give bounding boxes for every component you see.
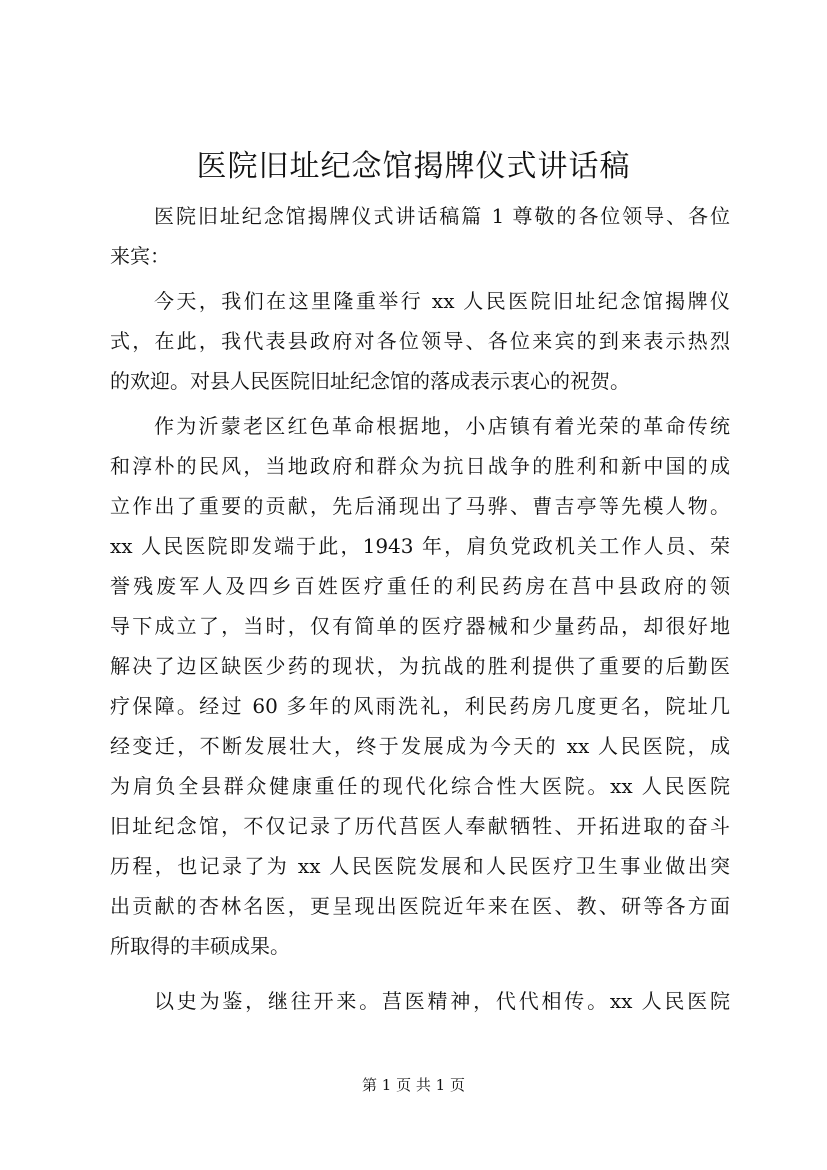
paragraph-line: 导下成立了，当时，仅有简单的医疗器械和少量药品，却很好地	[110, 614, 730, 638]
paragraph-line: 解决了边区缺医少药的现状，为抗战的胜利提供了重要的后勤医	[110, 654, 730, 678]
paragraph-line: 历程，也记录了为 xx 人民医院发展和人民医疗卫生事业做出突	[110, 854, 730, 878]
paragraph-line: 医院旧址纪念馆揭牌仪式讲话稿篇 1 尊敬的各位领导、各位	[154, 204, 730, 228]
paragraph-line: 来宾：	[110, 244, 170, 268]
paragraph-line: 今天，我们在这里隆重举行 xx 人民医院旧址纪念馆揭牌仪	[154, 289, 730, 313]
paragraph-line: 作为沂蒙老区红色革命根据地，小店镇有着光荣的革命传统	[154, 414, 730, 438]
paragraph-line: 立作出了重要的贡献，先后涌现出了马骅、曹吉亭等先模人物。	[110, 494, 730, 518]
paragraph-line: 经变迁，不断发展壮大，终于发展成为今天的 xx 人民医院，成	[110, 734, 730, 758]
paragraph-line: 的欢迎。对县人民医院旧址纪念馆的落成表示衷心的祝贺。	[110, 369, 630, 393]
paragraph-line: 和淳朴的民风，当地政府和群众为抗日战争的胜利和新中国的成	[110, 454, 730, 478]
paragraph-line: 出贡献的杏林名医，更呈现出医院近年来在医、教、研等各方面	[110, 894, 730, 918]
document-title: 医院旧址纪念馆揭牌仪式讲话稿	[196, 149, 631, 184]
paragraph-line: 所取得的丰硕成果。	[110, 934, 290, 958]
paragraph-line: 式，在此，我代表县政府对各位领导、各位来宾的到来表示热烈	[110, 329, 730, 353]
paragraph-line: 疗保障。经过 60 多年的风雨洗礼，利民药房几度更名，院址几	[110, 694, 730, 718]
paragraph-line: xx 人民医院即发端于此，1943 年，肩负党政机关工作人员、荣	[110, 534, 730, 558]
paragraph-line: 以史为鉴，继往开来。莒医精神，代代相传。xx 人民医院	[154, 989, 730, 1013]
paragraph-line: 为肩负全县群众健康重任的现代化综合性大医院。xx 人民医院	[110, 774, 730, 798]
paragraph-line: 旧址纪念馆，不仅记录了历代莒医人奉献牺牲、开拓进取的奋斗	[110, 814, 730, 838]
page-footer: 第 1 页 共 1 页	[362, 1076, 465, 1094]
paragraph-line: 誉残废军人及四乡百姓医疗重任的利民药房在莒中县政府的领	[110, 574, 730, 598]
